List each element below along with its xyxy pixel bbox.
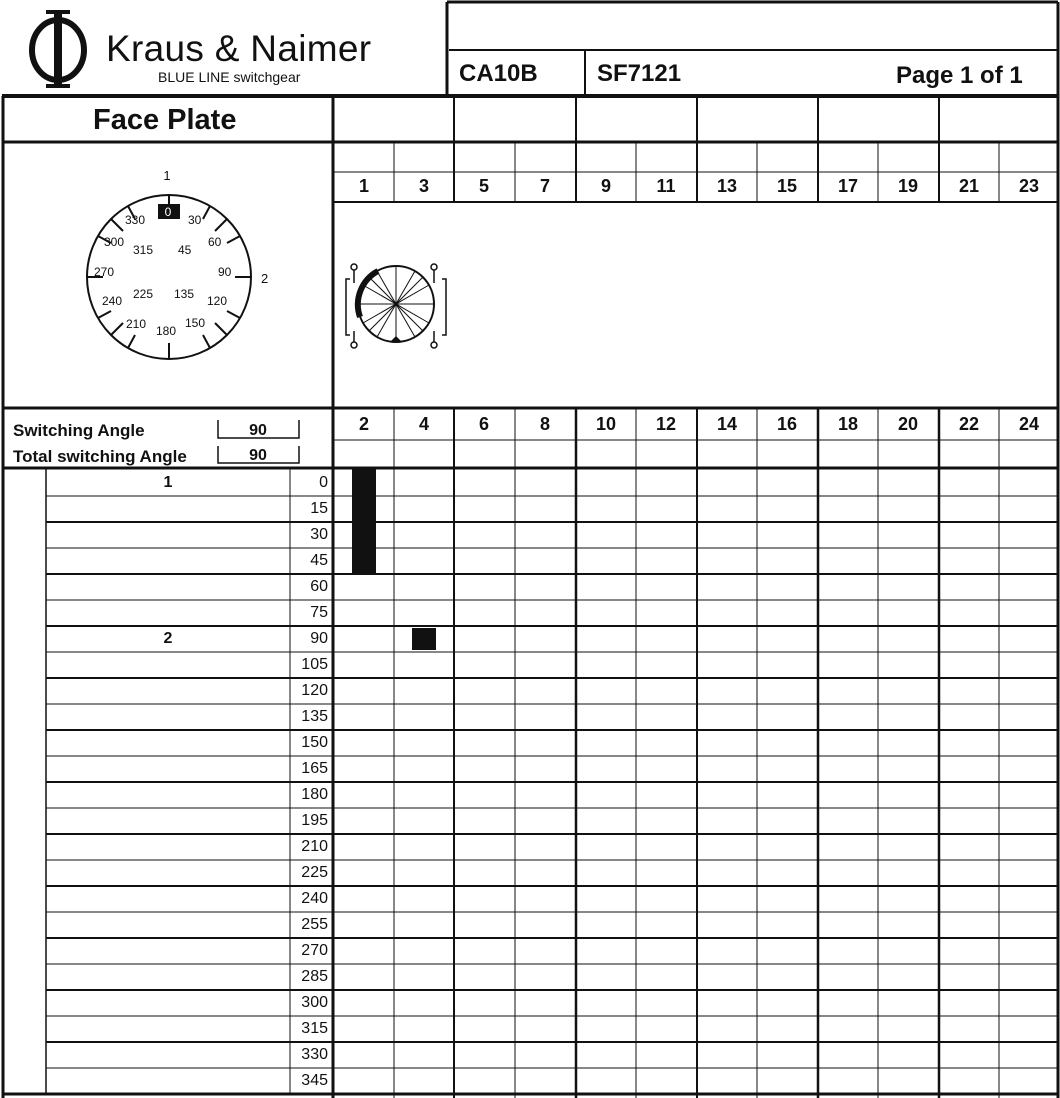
angle-value: 75: [310, 604, 328, 621]
closed-contact-bar: [412, 628, 436, 650]
dial-angle-label: 135: [174, 287, 195, 301]
position-label: 2: [163, 630, 173, 647]
terminal-top-7: 7: [539, 176, 550, 196]
switching-angle-label: Switching Angle: [13, 421, 145, 440]
dial-angle-label: 240: [102, 294, 123, 308]
face-plate-title: Face Plate: [93, 104, 237, 136]
angle-value: 225: [301, 864, 328, 881]
angle-value: 135: [301, 708, 328, 725]
angle-value: 105: [301, 656, 328, 673]
brand-name: Kraus & Naimer: [106, 28, 372, 69]
terminal-top-1: 1: [358, 176, 369, 196]
angle-value: 180: [301, 786, 328, 803]
angle-value: 240: [301, 890, 328, 907]
terminal-top-23: 23: [1018, 176, 1040, 196]
dial-angle-label: 30: [188, 213, 202, 227]
angle-value: 165: [301, 760, 328, 777]
angle-value: 90: [310, 630, 328, 647]
position-label: 1: [163, 474, 173, 491]
dial-angle-label: 225: [133, 287, 154, 301]
dial-angle-label: 270: [94, 265, 115, 279]
dial-angle-label: 45: [178, 243, 192, 257]
dial-angle-label: 150: [185, 316, 206, 330]
angle-value: 285: [301, 968, 328, 985]
dial-angle-label: 60: [208, 235, 222, 249]
angle-value: 255: [301, 916, 328, 933]
terminal-bottom-10: 10: [595, 414, 617, 434]
terminal-bottom-12: 12: [655, 414, 677, 434]
switching-angle-value: 90: [249, 422, 267, 439]
dial-position-2: 2: [261, 271, 269, 286]
angle-value: 0: [319, 474, 328, 491]
dial-position-1: 1: [163, 168, 171, 183]
terminal-top-21: 21: [958, 176, 980, 196]
angle-value: 150: [301, 734, 328, 751]
angle-value: 120: [301, 682, 328, 699]
terminal-bottom-22: 22: [958, 414, 980, 434]
total-switching-angle-value: 90: [249, 447, 267, 464]
terminal-bottom-20: 20: [897, 414, 919, 434]
dial-angle-label: 315: [133, 243, 154, 257]
dial-angle-label: 120: [207, 294, 228, 308]
closed-contact-bar: [352, 468, 376, 574]
terminal-bottom-4: 4: [418, 414, 429, 434]
brand-subtitle: BLUE LINE switchgear: [158, 69, 301, 85]
angle-value: 345: [301, 1072, 328, 1089]
angle-value: 195: [301, 812, 328, 829]
dial-angle-label: 330: [125, 213, 146, 227]
terminal-top-11: 11: [656, 176, 676, 196]
dial-angle-label: 210: [126, 317, 147, 331]
page-indicator: Page 1 of 1: [896, 62, 1023, 89]
dial-angle-label: 180: [156, 324, 177, 338]
angle-value: 210: [301, 838, 328, 855]
terminal-top-13: 13: [716, 176, 738, 196]
model-number: CA10B: [459, 60, 538, 87]
terminal-bottom-24: 24: [1018, 414, 1040, 434]
angle-value: 60: [310, 578, 328, 595]
terminal-top-15: 15: [776, 176, 798, 196]
contact-symbol-icon: [336, 255, 456, 355]
total-switching-angle-label: Total switching Angle: [13, 447, 187, 466]
angle-value: 45: [310, 552, 328, 569]
terminal-top-17: 17: [837, 176, 859, 196]
terminal-bottom-8: 8: [539, 414, 550, 434]
dial-angle-label: 90: [218, 265, 232, 279]
terminal-bottom-18: 18: [837, 414, 859, 434]
angle-value: 270: [301, 942, 328, 959]
terminal-top-5: 5: [478, 176, 489, 196]
phi-logo-icon: [20, 6, 110, 96]
terminal-bottom-16: 16: [776, 414, 798, 434]
angle-value: 300: [301, 994, 328, 1011]
angle-value: 30: [310, 526, 328, 543]
dial-angle-label: 300: [104, 235, 125, 249]
terminal-top-19: 19: [897, 176, 919, 196]
angle-value: 330: [301, 1046, 328, 1063]
terminal-bottom-14: 14: [716, 414, 738, 434]
dial-selected-0: 0: [164, 205, 172, 219]
terminal-top-9: 9: [600, 176, 611, 196]
terminal-bottom-6: 6: [478, 414, 489, 434]
terminal-bottom-2: 2: [358, 414, 369, 434]
angle-value: 15: [310, 500, 328, 517]
program-number: SF7121: [597, 60, 682, 87]
angle-value: 315: [301, 1020, 328, 1037]
terminal-top-3: 3: [418, 176, 429, 196]
